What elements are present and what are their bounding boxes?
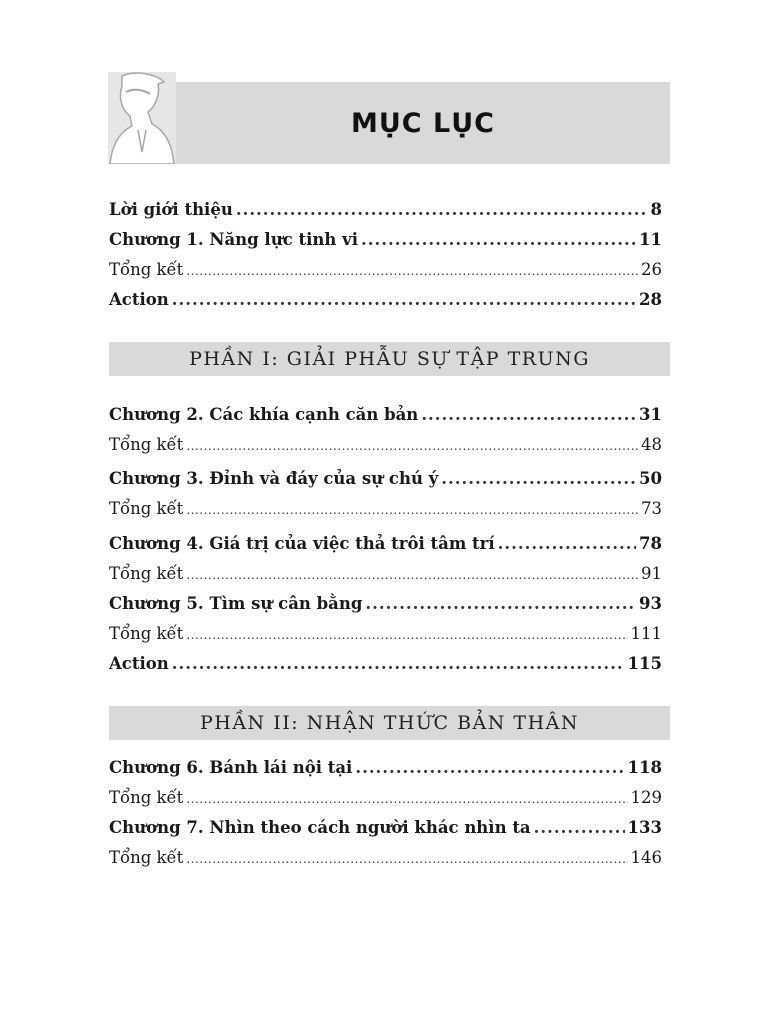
- dot-leader: [534, 818, 625, 837]
- toc-entry[interactable]: [109, 290, 662, 314]
- toc-entry-page: 111: [630, 624, 662, 643]
- toc-entry-label: Chương 1. Năng lực tinh vi: [109, 230, 358, 249]
- toc-entry[interactable]: [109, 260, 662, 284]
- dot-leader: [186, 439, 638, 453]
- toc-entry[interactable]: [109, 435, 662, 459]
- toc-entry[interactable]: [109, 499, 662, 523]
- toc-entry-page: 31: [639, 405, 662, 424]
- toc-entry-label: Action: [109, 290, 169, 309]
- dot-leader: [186, 503, 638, 517]
- toc-entry-label: Tổng kết: [109, 260, 184, 279]
- toc-entry-label: Tổng kết: [109, 435, 184, 454]
- toc-entry-page: 118: [627, 758, 662, 777]
- dot-leader: [172, 654, 625, 673]
- dot-leader: [186, 792, 627, 806]
- toc-entry[interactable]: [109, 594, 662, 618]
- toc-entry[interactable]: [109, 200, 662, 224]
- toc-entry-label: Chương 2. Các khía cạnh căn bản: [109, 405, 419, 424]
- toc-entry[interactable]: [109, 230, 662, 254]
- toc-entry-page: 11: [639, 230, 662, 249]
- toc-entry-page: 115: [627, 654, 662, 673]
- dot-leader: [365, 594, 636, 613]
- dot-leader: [361, 230, 636, 249]
- toc-entry[interactable]: [109, 788, 662, 812]
- dot-leader: [441, 469, 636, 488]
- toc-entry-page: 146: [630, 848, 662, 867]
- part-heading: PHẦN II: NHẬN THỨC BẢN THÂN: [109, 706, 670, 740]
- dot-leader: [355, 758, 624, 777]
- toc-entry[interactable]: [109, 654, 662, 678]
- toc-entry-label: Chương 7. Nhìn theo cách người khác nhìn ta: [109, 818, 531, 837]
- toc-entry-page: 93: [639, 594, 662, 613]
- dot-leader: [498, 534, 636, 553]
- toc-entry[interactable]: [109, 624, 662, 648]
- dot-leader: [186, 628, 627, 642]
- toc-entry[interactable]: [109, 534, 662, 558]
- toc-entry-label: Lời giới thiệu: [109, 200, 233, 219]
- dot-leader: [186, 852, 627, 866]
- dot-leader: [236, 200, 648, 219]
- toc-entry-page: 78: [639, 534, 662, 553]
- toc-entry-label: Chương 3. Đỉnh và đáy của sự chú ý: [109, 469, 439, 488]
- toc-entry-page: 91: [641, 564, 662, 583]
- toc-entry[interactable]: [109, 469, 662, 493]
- toc-entry-label: Tổng kết: [109, 564, 184, 583]
- toc-entry-label: Chương 4. Giá trị của việc thả trôi tâm trí: [109, 534, 495, 553]
- page-title: MỤC LỤC: [351, 107, 495, 139]
- toc-entry-page: 73: [641, 499, 662, 518]
- toc-entry-page: 26: [641, 260, 662, 279]
- toc-entry-page: 50: [639, 469, 662, 488]
- toc-entry-page: 28: [639, 290, 662, 309]
- toc-entry-label: Tổng kết: [109, 499, 184, 518]
- dot-leader: [186, 568, 638, 582]
- toc-entry-label: Action: [109, 654, 169, 673]
- toc-entry-page: 129: [630, 788, 662, 807]
- toc-entry-label: Tổng kết: [109, 788, 184, 807]
- silhouette-logo-icon: [108, 72, 176, 164]
- toc-entry-page: 133: [627, 818, 662, 837]
- toc-entry-label: Tổng kết: [109, 624, 184, 643]
- toc-entry-label: Chương 6. Bánh lái nội tại: [109, 758, 353, 777]
- toc-entry-page: 48: [641, 435, 662, 454]
- toc-entry[interactable]: [109, 758, 662, 782]
- toc-entry-label: Chương 5. Tìm sự cân bằng: [109, 594, 363, 613]
- toc-entry-label: Tổng kết: [109, 848, 184, 867]
- dot-leader: [421, 405, 636, 424]
- dot-leader: [186, 264, 638, 278]
- part-heading: PHẦN I: GIẢI PHẪU SỰ TẬP TRUNG: [109, 342, 670, 376]
- toc-entry[interactable]: [109, 818, 662, 842]
- toc-entry-page: 8: [650, 200, 662, 219]
- dot-leader: [172, 290, 636, 309]
- toc-entry[interactable]: [109, 405, 662, 429]
- toc-entry[interactable]: [109, 848, 662, 872]
- toc-entry[interactable]: [109, 564, 662, 588]
